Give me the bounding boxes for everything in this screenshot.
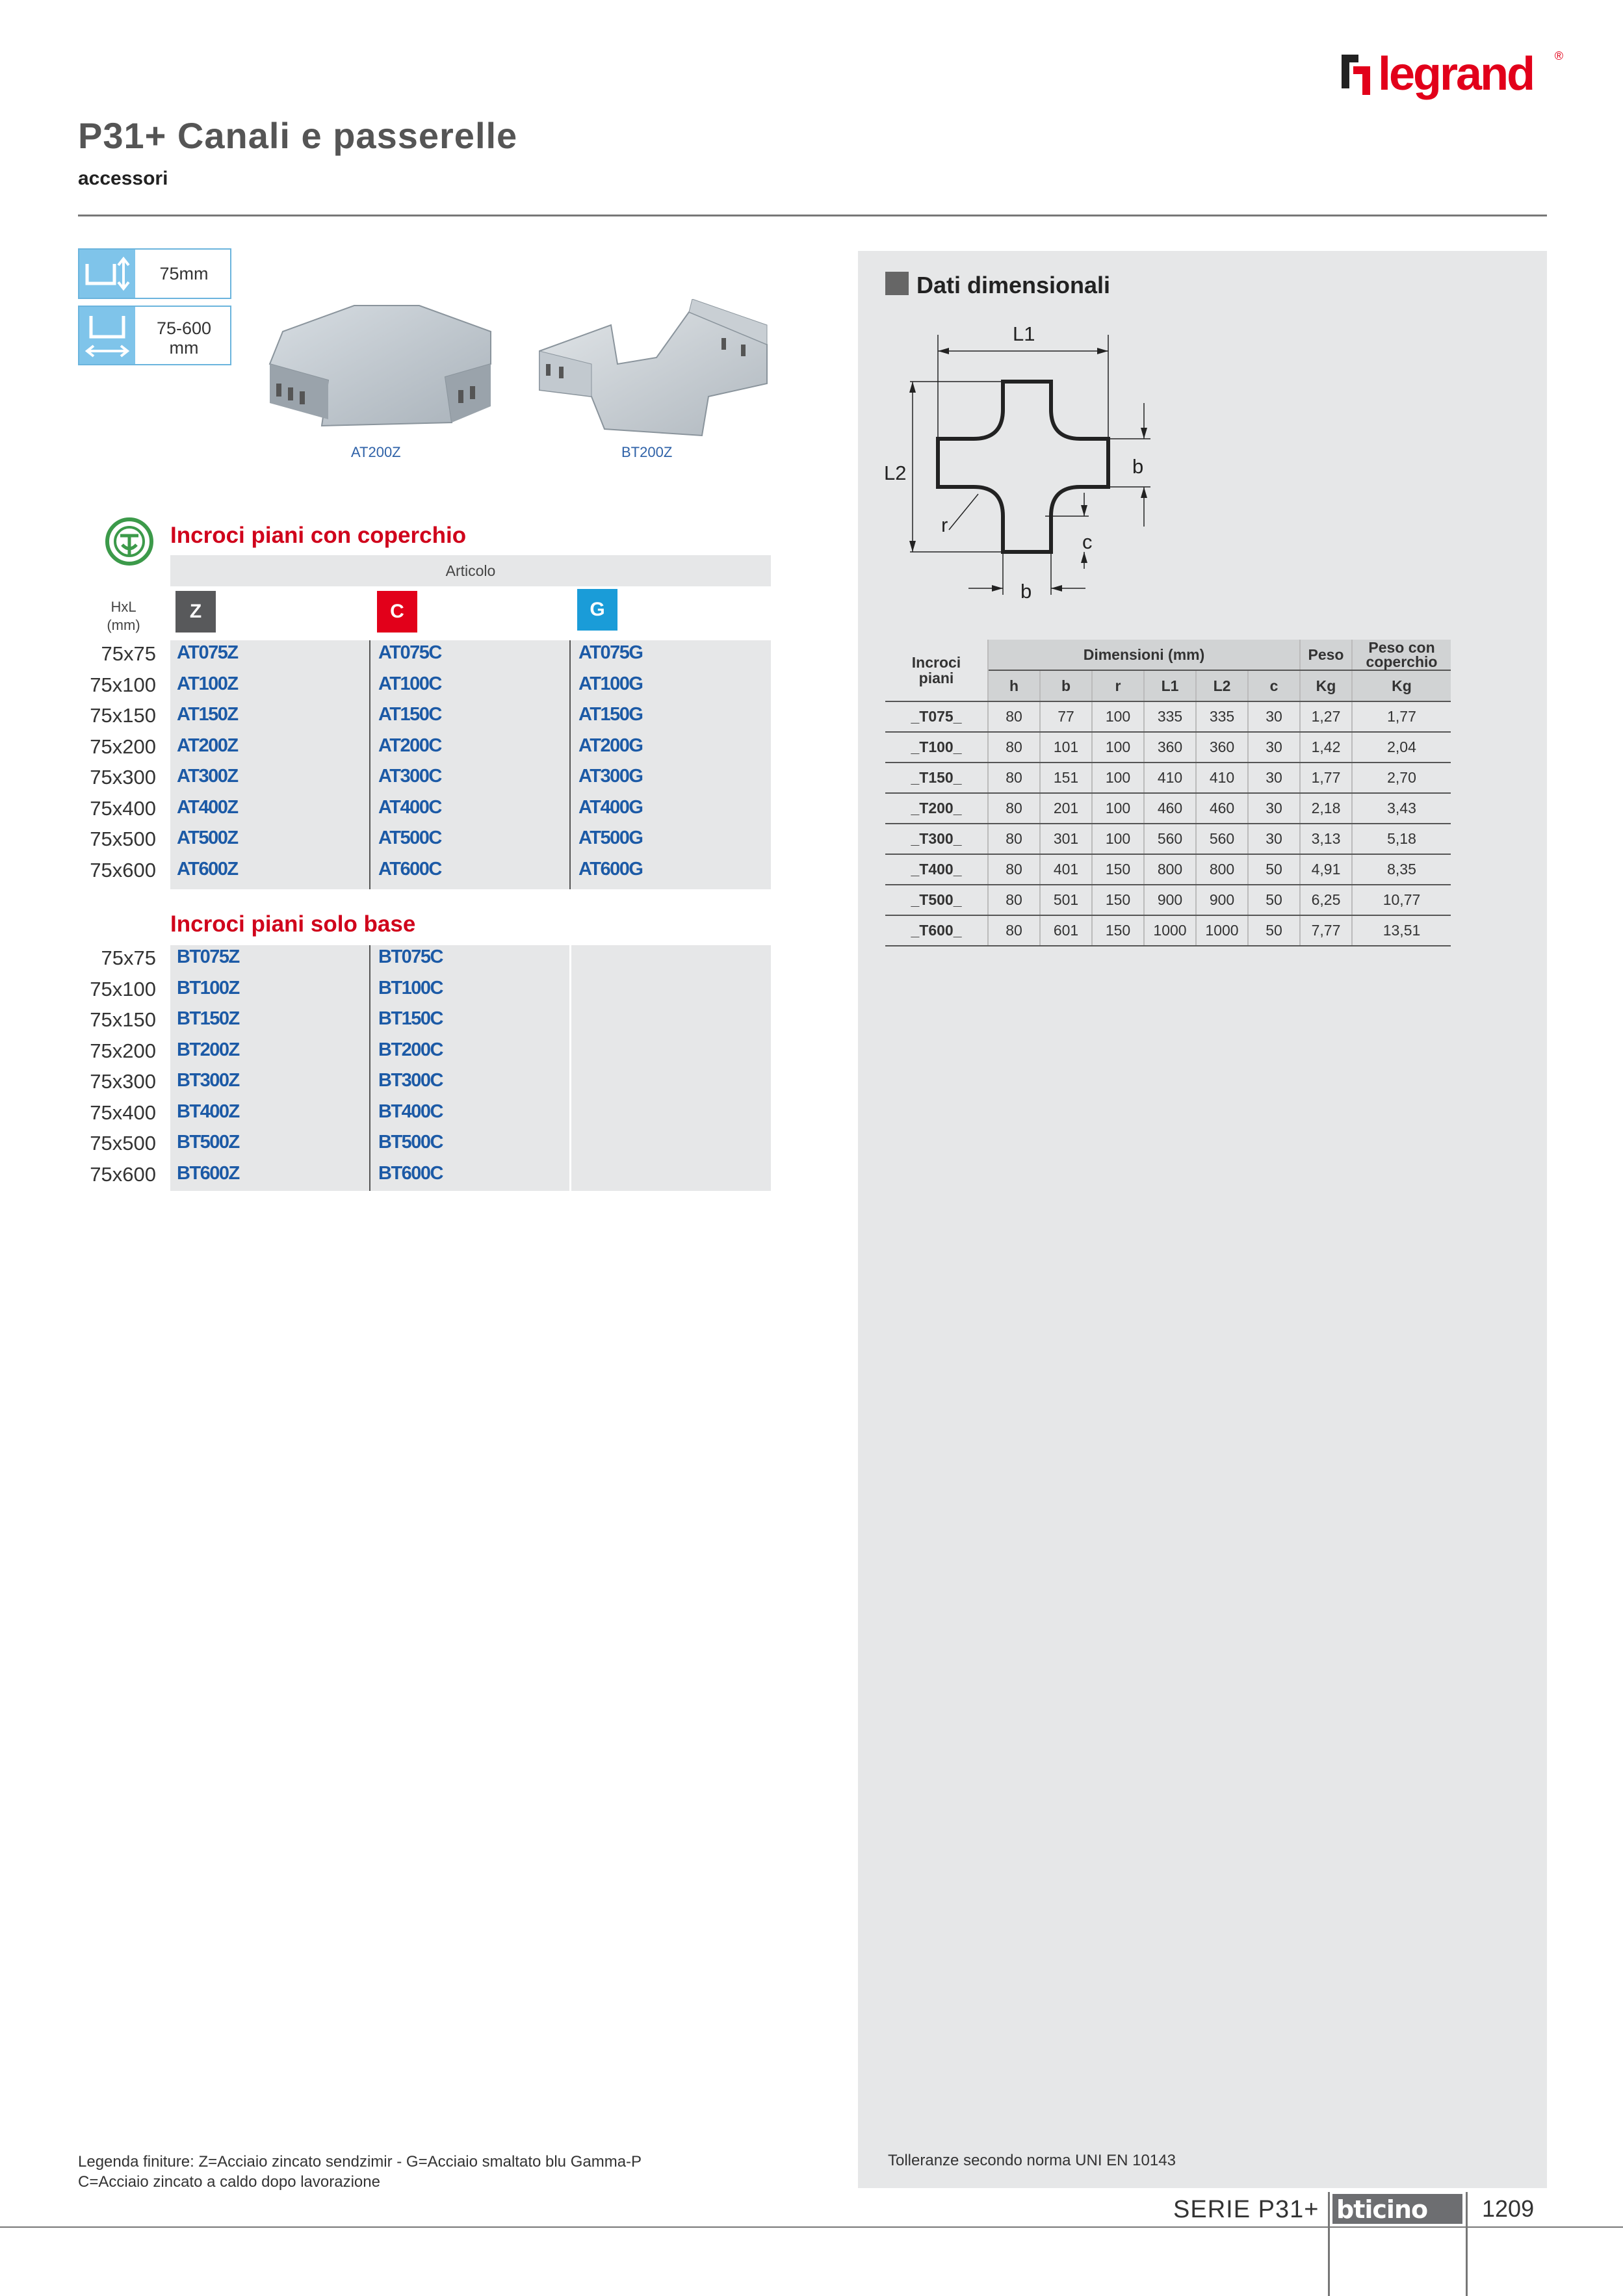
article-code-z: AT600Z — [177, 858, 238, 880]
table-cell: 410 — [1196, 763, 1248, 793]
table-cell: 401 — [1040, 854, 1092, 885]
table-cell: 50 — [1248, 885, 1300, 915]
page-title: P31+ Canali e passerelle — [78, 115, 518, 156]
table-cell: 80 — [988, 701, 1040, 732]
row-header: _T150_ — [885, 763, 988, 793]
width-value: 75-600 mm — [156, 319, 212, 358]
article-code-z: BT600Z — [177, 1162, 239, 1184]
article-code-z: BT500Z — [177, 1132, 239, 1153]
table-cell: 1,77 — [1300, 763, 1352, 793]
table-cell: 360 — [1144, 732, 1196, 763]
page-subtitle: accessori — [78, 168, 168, 189]
size-cell: 75x75 — [101, 642, 156, 665]
table-cell: 460 — [1196, 793, 1248, 824]
article-code-c: BT150C — [378, 1008, 443, 1029]
bticino-logo — [1332, 2194, 1462, 2224]
size-column-header: HxL (mm) — [107, 599, 140, 633]
size-cell: 75x150 — [90, 704, 156, 727]
dimensions-title: Dati dimensionali — [916, 272, 1111, 298]
article-code-g: AT300G — [578, 766, 643, 787]
table-cell: 13,51 — [1352, 915, 1451, 946]
table-cell: 80 — [988, 732, 1040, 763]
table-cell: 301 — [1040, 824, 1092, 854]
label-b-right: b — [1132, 455, 1144, 478]
article-code-g: AT150G — [578, 704, 643, 725]
size-cell: 75x400 — [90, 1101, 156, 1124]
article-code-z: AT075Z — [177, 642, 238, 663]
table-cell: 335 — [1196, 701, 1248, 732]
table-cell: 900 — [1196, 885, 1248, 915]
table-cell: 8,35 — [1352, 854, 1451, 885]
section-title-solo-base: Incroci piani solo base — [170, 911, 416, 937]
footer-separator — [1328, 2192, 1330, 2296]
table-cell: 3,43 — [1352, 793, 1451, 824]
label-l2: L2 — [884, 462, 907, 484]
size-cell: 75x100 — [90, 673, 156, 696]
label-c: c — [1082, 530, 1093, 553]
column-header: Kg — [1352, 670, 1451, 701]
article-code-c: BT075C — [378, 946, 443, 967]
article-code-c: BT100C — [378, 977, 443, 998]
table-cell: 10,77 — [1352, 885, 1451, 915]
table-cell: 50 — [1248, 915, 1300, 946]
page-number: 1209 — [1482, 2195, 1535, 2222]
table-cell: 77 — [1040, 701, 1092, 732]
table-cell: 4,91 — [1300, 854, 1352, 885]
section-marker-icon — [885, 272, 909, 295]
tray-width-icon — [79, 307, 135, 364]
table-cell: 501 — [1040, 885, 1092, 915]
article-code-c: BT500C — [378, 1132, 443, 1153]
article-code-g: AT500G — [578, 828, 643, 848]
table-cell: 30 — [1248, 732, 1300, 763]
size-cell: 75x300 — [90, 766, 156, 789]
table-cell: 1,27 — [1300, 701, 1352, 732]
article-code-c: BT300C — [378, 1070, 443, 1091]
article-code-g: AT400G — [578, 796, 643, 818]
column-header: b — [1040, 670, 1092, 701]
column-header: Kg — [1300, 670, 1352, 701]
table-row — [885, 824, 1451, 854]
row-header: _T075_ — [885, 701, 988, 732]
article-code-c: BT600C — [378, 1162, 443, 1184]
size-cell: 75x500 — [90, 1132, 156, 1155]
table-cell: 1000 — [1144, 915, 1196, 946]
column-header: h — [988, 670, 1040, 701]
article-code-g: AT600G — [578, 858, 643, 880]
tolerance-note: Tolleranze secondo norma UNI EN 10143 — [888, 2152, 1176, 2169]
tray-height-icon — [79, 250, 135, 298]
table-cell: 101 — [1040, 732, 1092, 763]
article-code-z: AT300Z — [177, 766, 238, 787]
table-cell: 1000 — [1196, 915, 1248, 946]
row-header: _T200_ — [885, 793, 988, 824]
article-code-g: AT100G — [578, 673, 643, 694]
table-cell: 601 — [1040, 915, 1092, 946]
footer-separator — [1466, 2192, 1468, 2296]
finish-legend — [78, 2152, 642, 2192]
table-row — [885, 885, 1451, 915]
article-code-z: AT100Z — [177, 673, 238, 694]
table-cell: 100 — [1092, 793, 1144, 824]
section-title-coperchio: Incroci piani con coperchio — [170, 523, 467, 548]
table-row — [885, 854, 1451, 885]
width-spec — [78, 306, 231, 365]
size-cell: 75x200 — [90, 735, 156, 758]
size-cell: 75x600 — [90, 1162, 156, 1186]
column-header: r — [1092, 670, 1144, 701]
row-header: _T400_ — [885, 854, 988, 885]
table-cell: 30 — [1248, 793, 1300, 824]
article-code-z: BT075Z — [177, 946, 239, 967]
table-cell: 2,18 — [1300, 793, 1352, 824]
footer-divider — [0, 2226, 1623, 2228]
table1-col-divider — [369, 640, 370, 889]
table1-col-divider — [569, 640, 571, 889]
table2-body — [170, 945, 771, 1191]
size-cell: 75x200 — [90, 1039, 156, 1062]
height-value: 75mm — [159, 264, 209, 283]
table-cell: 80 — [988, 885, 1040, 915]
table-cell: 800 — [1144, 854, 1196, 885]
dimensions-table — [885, 640, 1451, 946]
product-label-bt200z: BT200Z — [621, 444, 673, 460]
table-cell: 80 — [988, 763, 1040, 793]
table-cell: 80 — [988, 915, 1040, 946]
row-header: _T300_ — [885, 824, 988, 854]
table-cell: 6,25 — [1300, 885, 1352, 915]
label-l1: L1 — [1013, 322, 1035, 345]
legend-line: Legenda finiture: Z=Acciaio zincato sendzimir - G=Acciaio smaltato blu Gamma-P — [78, 2153, 642, 2171]
table-cell: 410 — [1144, 763, 1196, 793]
registered-mark: ® — [1554, 49, 1563, 62]
table-cell: 360 — [1196, 732, 1248, 763]
table-cell: 30 — [1248, 763, 1300, 793]
article-code-g: AT200G — [578, 735, 643, 756]
col-peso-coperchio: Peso con coperchio — [1352, 640, 1451, 670]
article-code-c: AT600C — [378, 858, 441, 880]
table-row — [885, 915, 1451, 946]
title-divider — [78, 215, 1547, 216]
col-incroci: Incroci piani — [885, 640, 988, 701]
quality-mark-icon — [104, 516, 155, 567]
table1-body — [170, 640, 771, 889]
table-cell: 7,77 — [1300, 915, 1352, 946]
finish-z-badge: Z — [175, 591, 216, 633]
col-peso: Peso — [1300, 640, 1352, 670]
articolo-label: Articolo — [445, 562, 496, 579]
table-cell: 100 — [1092, 824, 1144, 854]
col-group-dimensioni: Dimensioni (mm) — [988, 640, 1300, 670]
size-cell: 75x500 — [90, 828, 156, 850]
row-header: _T600_ — [885, 915, 988, 946]
product-label-at200z: AT200Z — [351, 444, 401, 460]
table-cell: 80 — [988, 854, 1040, 885]
table-row — [885, 732, 1451, 763]
table-cell: 1,77 — [1352, 701, 1451, 732]
table-cell: 80 — [988, 824, 1040, 854]
table2-col-divider — [569, 945, 571, 1191]
article-code-c: BT400C — [378, 1101, 443, 1122]
table-cell: 1,42 — [1300, 732, 1352, 763]
table-cell: 900 — [1144, 885, 1196, 915]
legrand-wordmark: legrand — [1378, 48, 1534, 100]
table-cell: 2,70 — [1352, 763, 1451, 793]
article-code-z: BT150Z — [177, 1008, 239, 1029]
label-b-bottom: b — [1020, 580, 1032, 603]
label-r: r — [941, 514, 948, 536]
legrand-mark-icon — [1339, 52, 1373, 98]
row-header: _T500_ — [885, 885, 988, 915]
table-cell: 560 — [1144, 824, 1196, 854]
table-cell: 800 — [1196, 854, 1248, 885]
article-code-z: BT100Z — [177, 977, 239, 998]
height-spec — [78, 248, 231, 299]
size-cell: 75x150 — [90, 1008, 156, 1031]
article-code-c: BT200C — [378, 1039, 443, 1060]
table-row — [885, 701, 1451, 732]
column-header: c — [1248, 670, 1300, 701]
table-cell: 30 — [1248, 824, 1300, 854]
column-header: L1 — [1144, 670, 1196, 701]
legrand-logo — [1339, 44, 1563, 104]
table-cell: 100 — [1092, 732, 1144, 763]
table-cell: 150 — [1092, 854, 1144, 885]
article-code-c: AT400C — [378, 796, 441, 818]
finish-g-badge: G — [577, 589, 617, 631]
table2-col-divider — [369, 945, 370, 1191]
table-cell: 2,04 — [1352, 732, 1451, 763]
table-cell: 150 — [1092, 885, 1144, 915]
article-code-c: AT150C — [378, 704, 441, 725]
table-cell: 80 — [988, 793, 1040, 824]
table-cell: 201 — [1040, 793, 1092, 824]
table-cell: 50 — [1248, 854, 1300, 885]
article-code-c: AT300C — [378, 766, 441, 787]
article-code-c: AT075C — [378, 642, 441, 663]
size-cell: 75x100 — [90, 977, 156, 1000]
table-cell: 30 — [1248, 701, 1300, 732]
size-cell: 75x600 — [90, 858, 156, 881]
article-code-z: AT200Z — [177, 735, 238, 756]
table-cell: 150 — [1092, 915, 1144, 946]
column-header: L2 — [1196, 670, 1248, 701]
bticino-wordmark: bticino — [1336, 2195, 1428, 2224]
table-cell: 335 — [1144, 701, 1196, 732]
series-label: SERIE P31+ — [1173, 2196, 1319, 2223]
article-code-z: AT400Z — [177, 796, 238, 818]
table-row — [885, 793, 1451, 824]
table-cell: 151 — [1040, 763, 1092, 793]
row-header: _T100_ — [885, 732, 988, 763]
article-code-z: AT150Z — [177, 704, 238, 725]
size-cell: 75x400 — [90, 796, 156, 820]
articolo-header — [170, 555, 771, 586]
article-code-c: AT100C — [378, 673, 441, 694]
table-cell: 5,18 — [1352, 824, 1451, 854]
article-code-c: AT200C — [378, 735, 441, 756]
article-code-z: AT500Z — [177, 828, 238, 848]
article-code-c: AT500C — [378, 828, 441, 848]
article-code-z: BT400Z — [177, 1101, 239, 1122]
table-row — [885, 763, 1451, 793]
article-code-g: AT075G — [578, 642, 643, 663]
bt200z-product-image — [526, 299, 780, 442]
article-code-z: BT200Z — [177, 1039, 239, 1060]
table-cell: 560 — [1196, 824, 1248, 854]
legend-line: C=Acciaio zincato a caldo dopo lavorazione — [78, 2173, 380, 2191]
article-code-z: BT300Z — [177, 1070, 239, 1091]
cross-dimension-diagram — [871, 319, 1157, 618]
at200z-product-image — [257, 293, 510, 442]
table-cell: 100 — [1092, 701, 1144, 732]
table-cell: 100 — [1092, 763, 1144, 793]
size-cell: 75x75 — [101, 946, 156, 969]
table-cell: 460 — [1144, 793, 1196, 824]
finish-c-badge: C — [377, 591, 417, 633]
size-cell: 75x300 — [90, 1070, 156, 1093]
table-cell: 3,13 — [1300, 824, 1352, 854]
